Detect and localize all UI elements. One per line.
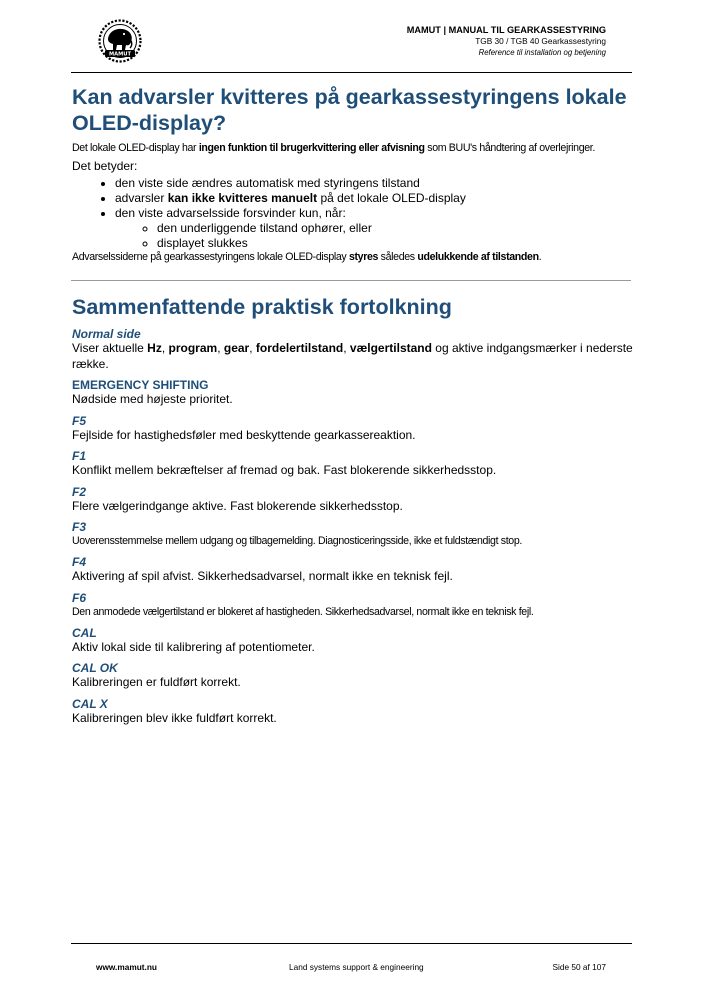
status-page-label: EMERGENCY SHIFTING xyxy=(72,378,209,392)
status-page-label: CAL X xyxy=(72,696,108,711)
status-page-description xyxy=(72,428,637,444)
status-page-description xyxy=(72,499,637,515)
text-run: Uoverensstemmelse mellem udgang og tilbagemelding. Diagnosticeringsside, ikke et fuldstændigt stop. xyxy=(72,535,522,547)
status-page-label: F3 xyxy=(72,520,87,534)
text-run: , xyxy=(343,341,350,355)
text-run: på det lokale OLED-display xyxy=(317,191,466,205)
text-run: som BUU's håndtering af overlejringer. xyxy=(424,142,595,154)
text-run: advarsler xyxy=(115,191,168,205)
status-page-label: F5 xyxy=(72,413,87,428)
text-run: Fejlside for hastighedsføler med beskyttende gearkassereaktion. xyxy=(72,427,416,442)
status-page-label: F1 xyxy=(72,449,87,463)
footer-page-number: Side 50 af 107 xyxy=(552,962,606,972)
text-run: den viste side ændres automatisk med styringens tilstand xyxy=(115,176,420,190)
status-page-description xyxy=(72,341,637,372)
logo-text: MAMUT xyxy=(108,51,132,58)
manual-reference: Reference til installation og betjening xyxy=(478,48,606,57)
meaning-label: Det betyder: xyxy=(72,159,138,173)
text-run: , xyxy=(249,341,256,355)
manual-subtitle: TGB 30 / TGB 40 Gearkassestyring xyxy=(475,36,606,46)
header-rule xyxy=(71,72,632,73)
status-page-label: Normal side xyxy=(72,327,141,341)
text-run: Aktivering af spil afvist. Sikkerhedsadvarsel, normalt ikke en teknisk fejl. xyxy=(72,569,453,583)
text-run: Aktiv lokal side til kalibrering af potentiometer. xyxy=(72,639,315,654)
status-page-description xyxy=(72,392,637,408)
text-run: , xyxy=(161,341,169,355)
section-heading-summary: Sammenfattende praktisk fortolkning xyxy=(72,295,452,319)
section-heading-oled: Kan advarsler kvitteres på gearkassestyringens lokale OLED-display? xyxy=(72,85,627,135)
status-page-description xyxy=(72,463,637,479)
text-run: Viser aktuelle xyxy=(72,341,148,355)
status-page-label: CAL xyxy=(72,625,97,640)
status-page-list xyxy=(72,327,637,726)
emphasis-text: Hz xyxy=(147,341,162,355)
text-run: Det lokale OLED-display har xyxy=(72,142,199,154)
condition-list xyxy=(115,221,637,251)
mamut-logo xyxy=(95,18,145,64)
behaviour-item-text xyxy=(115,206,346,220)
condition-item: ◦ den underliggende tilstand ophører, eller xyxy=(157,221,637,236)
intro-paragraph xyxy=(72,142,637,155)
status-page-description xyxy=(72,534,637,549)
text-run: og aktive indgangsmærker i nederste række. xyxy=(72,341,633,371)
status-page-description xyxy=(72,605,637,620)
page-header xyxy=(407,25,606,58)
footer-rule xyxy=(71,943,632,944)
text-run: Den anmodede vælgertilstand er blokeret af hastigheden. Sikkerhedsadvarsel, normalt ikke en teknisk fejl. xyxy=(72,605,534,618)
emphasis-text: vælgertilstand xyxy=(349,341,432,355)
emphasis-text: styres xyxy=(348,251,379,263)
status-page-description xyxy=(72,640,637,656)
emphasis-text: fordelertilstand xyxy=(255,341,344,355)
status-page-description xyxy=(72,675,637,691)
text-run: . xyxy=(538,251,542,263)
status-page-label: CAL OK xyxy=(72,661,118,675)
text-run: Kalibreringen er fuldført korrekt. xyxy=(72,675,241,689)
text-run: Flere vælgerindgange aktive. Fast blokerende sikkerhedsstop. xyxy=(72,498,403,513)
text-run: Kalibreringen blev ikke fuldført korrekt. xyxy=(72,710,277,725)
behaviour-item xyxy=(115,206,637,251)
footer-tagline: Land systems support & engineering xyxy=(289,962,424,972)
status-page-description xyxy=(72,569,637,585)
behaviour-item xyxy=(115,191,637,206)
text-run: således xyxy=(378,251,418,263)
condition-item: ◦ displayet slukkes xyxy=(157,236,637,251)
text-run: Konflikt mellem bekræftelser af fremad og bak. Fast blokerende sikkerhedsstop. xyxy=(72,463,497,477)
manual-title: MAMUT | MANUAL TIL GEARKASSESTYRING xyxy=(406,25,606,35)
text-run: den viste advarselsside forsvinder kun, når: xyxy=(115,206,346,220)
status-page-label: F4 xyxy=(72,555,87,569)
page-content xyxy=(72,84,637,726)
emphasis-text: program xyxy=(168,341,218,355)
emphasis-text: gear xyxy=(223,341,250,355)
text-run: Nødside med højeste prioritet. xyxy=(72,392,233,406)
emphasis-text: udelukkende af tilstanden xyxy=(417,251,539,263)
status-page-label: F2 xyxy=(72,484,87,499)
status-page-description xyxy=(72,711,637,727)
status-page-label: F6 xyxy=(72,590,87,605)
behaviour-item xyxy=(115,176,637,191)
behaviour-list xyxy=(72,176,637,251)
text-run: , xyxy=(217,341,224,355)
emphasis-text: kan ikke kvitteres manuelt xyxy=(167,191,318,205)
footer-website: www.mamut.nu xyxy=(96,962,157,972)
emphasis-text: ingen funktion til brugerkvittering eller afvisning xyxy=(198,142,425,154)
conclusion-paragraph xyxy=(72,251,637,264)
section-divider xyxy=(71,280,631,281)
text-run: Advarselssiderne på gearkassestyringens lokale OLED-display xyxy=(72,251,349,263)
